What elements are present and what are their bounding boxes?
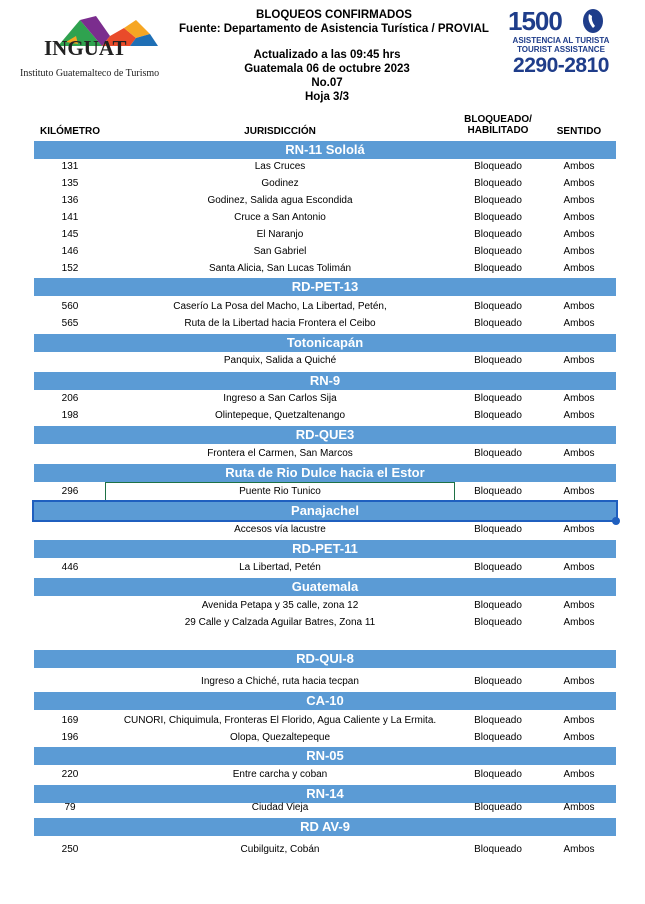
column-header-status-line2: HABILITADO [467,125,529,136]
hotline-number: 1500 [508,6,562,36]
direction-cell[interactable]: Ambos [563,318,595,329]
jurisdiction-cell[interactable]: Entre carcha y coban [232,769,328,780]
column-header-jurisdiction: JURISDICCIÓN [244,126,316,137]
km-cell[interactable]: 446 [61,562,79,573]
table-row[interactable] [34,597,616,614]
status-cell[interactable]: Bloqueado [474,617,522,628]
direction-cell[interactable]: Ambos [563,410,595,421]
status-cell[interactable]: Bloqueado [474,486,522,497]
status-cell[interactable]: Bloqueado [474,562,522,573]
jurisdiction-cell[interactable]: Ciudad Vieja [251,802,309,813]
section-header[interactable]: RD-QUE3 [34,426,616,444]
section-header[interactable]: Panajachel [34,502,616,520]
jurisdiction-cell[interactable]: Cubilguitz, Cobán [240,844,320,855]
table-row[interactable] [34,483,616,500]
km-cell[interactable]: 131 [61,161,79,172]
km-cell[interactable]: 169 [61,715,79,726]
table-row[interactable] [34,841,616,858]
status-cell[interactable]: Bloqueado [474,195,522,206]
status-cell[interactable]: Bloqueado [474,844,522,855]
jurisdiction-cell[interactable]: Puente Rio Tunico [106,483,454,500]
logo-wordmark: INGUAT [44,36,127,60]
direction-cell[interactable]: Ambos [563,769,595,780]
km-cell[interactable]: 79 [64,802,76,813]
direction-cell[interactable]: Ambos [563,161,595,172]
direction-cell[interactable]: Ambos [563,393,595,404]
direction-cell[interactable]: Ambos [563,355,595,366]
status-cell[interactable]: Bloqueado [474,355,522,366]
km-cell[interactable]: 560 [61,301,79,312]
status-cell[interactable]: Bloqueado [474,178,522,189]
jurisdiction-cell[interactable]: Santa Alicia, San Lucas Tolimán [208,263,352,274]
section-header[interactable]: RN-14 [34,785,616,803]
table-row[interactable] [34,559,616,576]
status-cell[interactable]: Bloqueado [474,600,522,611]
km-cell[interactable]: 146 [61,246,79,257]
status-cell[interactable]: Bloqueado [474,715,522,726]
phone-icon [582,8,604,34]
inguat-logo [18,14,174,84]
table-row[interactable] [34,175,616,192]
status-cell[interactable]: Bloqueado [474,769,522,780]
column-header-status-line1: BLOQUEADO/ [464,114,532,125]
jurisdiction-cell[interactable]: Las Cruces [254,161,306,172]
direction-cell[interactable]: Ambos [563,844,595,855]
table-row[interactable] [34,729,616,746]
jurisdiction-cell[interactable]: Godinez [261,178,299,189]
table-row[interactable] [34,712,616,729]
jurisdiction-cell[interactable]: Accesos vía lacustre [234,524,326,535]
jurisdiction-cell[interactable]: San Gabriel [253,246,307,257]
status-cell[interactable]: Bloqueado [474,732,522,743]
status-cell[interactable]: Bloqueado [474,161,522,172]
table-row[interactable] [34,766,616,783]
jurisdiction-cell[interactable]: La Libertad, Petén [239,562,321,573]
header-title: BLOQUEOS CONFIRMADOS [256,9,412,21]
section-header[interactable]: RN-11 Sololá [34,141,616,159]
direction-cell[interactable]: Ambos [563,263,595,274]
section-header[interactable]: RD-PET-11 [34,540,616,558]
direction-cell[interactable]: Ambos [563,229,595,240]
table-row[interactable] [34,521,616,538]
table-row[interactable] [34,209,616,226]
table-row[interactable] [34,352,616,369]
km-cell[interactable]: 220 [61,769,79,780]
jurisdiction-cell[interactable]: CUNORI, Chiquimula, Fronteras El Florido, Agua Caliente y La Ermita. [123,715,437,726]
table-row[interactable] [34,243,616,260]
section-header[interactable]: CA-10 [34,692,616,710]
jurisdiction-cell[interactable]: Ingreso a San Carlos Sija [223,393,337,404]
status-cell[interactable]: Bloqueado [474,448,522,459]
direction-cell[interactable]: Ambos [563,562,595,573]
status-cell[interactable]: Bloqueado [474,212,522,223]
selection-fill-handle[interactable] [612,517,620,525]
header-sheet: Hoja 3/3 [304,91,350,103]
status-cell[interactable]: Bloqueado [474,524,522,535]
hotline-line1: ASISTENCIA AL TURISTA [512,36,610,45]
km-cell[interactable]: 152 [61,263,79,274]
km-cell[interactable]: 198 [61,410,79,421]
status-cell[interactable]: Bloqueado [474,246,522,257]
km-cell[interactable]: 135 [61,178,79,189]
km-cell[interactable]: 196 [61,732,79,743]
section-header[interactable]: RD-QUI-8 [34,650,616,668]
jurisdiction-cell[interactable]: Olintepeque, Quetzaltenango [214,410,346,421]
km-cell[interactable]: 145 [61,229,79,240]
direction-cell[interactable]: Ambos [563,676,595,687]
table-row[interactable] [34,799,616,816]
hotline-phone: 2290-2810 [513,54,609,77]
jurisdiction-cell[interactable]: Cruce a San Antonio [234,212,326,223]
table-row[interactable] [34,298,616,315]
column-header-status [454,114,542,136]
header-updated: Actualizado a las 09:45 hrs [253,49,401,61]
direction-cell[interactable]: Ambos [563,301,595,312]
section-header[interactable]: RN-9 [34,372,616,390]
section-header[interactable]: Totonicapán [34,334,616,352]
jurisdiction-cell[interactable]: Ruta de la Libertad hacia Frontera el Ceibo [184,318,376,329]
status-cell[interactable]: Bloqueado [474,676,522,687]
table-row[interactable] [34,260,616,277]
table-row[interactable] [34,192,616,209]
km-cell[interactable]: 250 [61,844,79,855]
jurisdiction-cell[interactable]: Olopa, Quezaltepeque [229,732,331,743]
jurisdiction-cell[interactable]: Avenida Petapa y 35 calle, zona 12 [201,600,359,611]
header-number: No.07 [311,77,343,89]
logo-subtitle: Instituto Guatemalteco de Turismo [20,68,160,79]
table-row[interactable] [34,226,616,243]
km-cell[interactable]: 565 [61,318,79,329]
status-cell[interactable]: Bloqueado [474,229,522,240]
km-cell[interactable]: 296 [61,486,79,497]
jurisdiction-cell[interactable]: Frontera el Carmen, San Marcos [207,448,353,459]
km-cell[interactable]: 136 [61,195,79,206]
table-row[interactable] [34,445,616,462]
header-date: Guatemala 06 de octubre 2023 [244,63,410,75]
section-header[interactable]: Guatemala [34,578,616,596]
table-row[interactable] [34,614,616,631]
table-row[interactable] [34,390,616,407]
status-cell[interactable]: Bloqueado [474,301,522,312]
tourist-hotline [506,6,616,78]
direction-cell[interactable]: Ambos [563,246,595,257]
column-header-direction: SENTIDO [556,126,602,137]
status-cell[interactable]: Bloqueado [474,410,522,421]
jurisdiction-cell[interactable]: Caserío La Posa del Macho, La Libertad, Petén, [173,301,387,312]
direction-cell[interactable]: Ambos [563,600,595,611]
direction-cell[interactable]: Ambos [563,178,595,189]
status-cell[interactable]: Bloqueado [474,263,522,274]
column-header-km: KILÓMETRO [40,126,100,137]
section-header[interactable]: RN-05 [34,747,616,765]
direction-cell[interactable]: Ambos [563,448,595,459]
direction-cell[interactable]: Ambos [563,486,595,497]
section-header[interactable]: RD-PET-13 [34,278,616,296]
section-header[interactable]: RD AV-9 [34,818,616,836]
direction-cell[interactable]: Ambos [563,802,595,813]
jurisdiction-cell[interactable]: 29 Calle y Calzada Aguilar Batres, Zona 11 [184,617,376,628]
header-source: Fuente: Departamento de Asistencia Turística / PROVIAL [179,23,489,35]
jurisdiction-cell[interactable]: Panquix, Salida a Quiché [223,355,337,366]
status-cell[interactable]: Bloqueado [474,318,522,329]
direction-cell[interactable]: Ambos [563,195,595,206]
status-cell[interactable]: Bloqueado [474,393,522,404]
hotline-line2: TOURIST ASSISTANCE [517,45,605,54]
jurisdiction-cell[interactable]: Ingreso a Chiché, ruta hacia tecpan [201,676,359,687]
table-row[interactable] [34,673,616,690]
direction-cell[interactable]: Ambos [563,524,595,535]
table-row[interactable] [34,158,616,175]
km-cell[interactable]: 206 [61,393,79,404]
table-row[interactable] [34,407,616,424]
direction-cell[interactable]: Ambos [563,617,595,628]
direction-cell[interactable]: Ambos [563,212,595,223]
km-cell[interactable]: 141 [61,212,79,223]
jurisdiction-cell[interactable]: Godinez, Salida agua Escondida [207,195,353,206]
table-row[interactable] [34,315,616,332]
direction-cell[interactable]: Ambos [563,732,595,743]
direction-cell[interactable]: Ambos [563,715,595,726]
status-cell[interactable]: Bloqueado [474,802,522,813]
section-header[interactable]: Ruta de Rio Dulce hacia el Estor [34,464,616,482]
jurisdiction-cell[interactable]: El Naranjo [256,229,304,240]
